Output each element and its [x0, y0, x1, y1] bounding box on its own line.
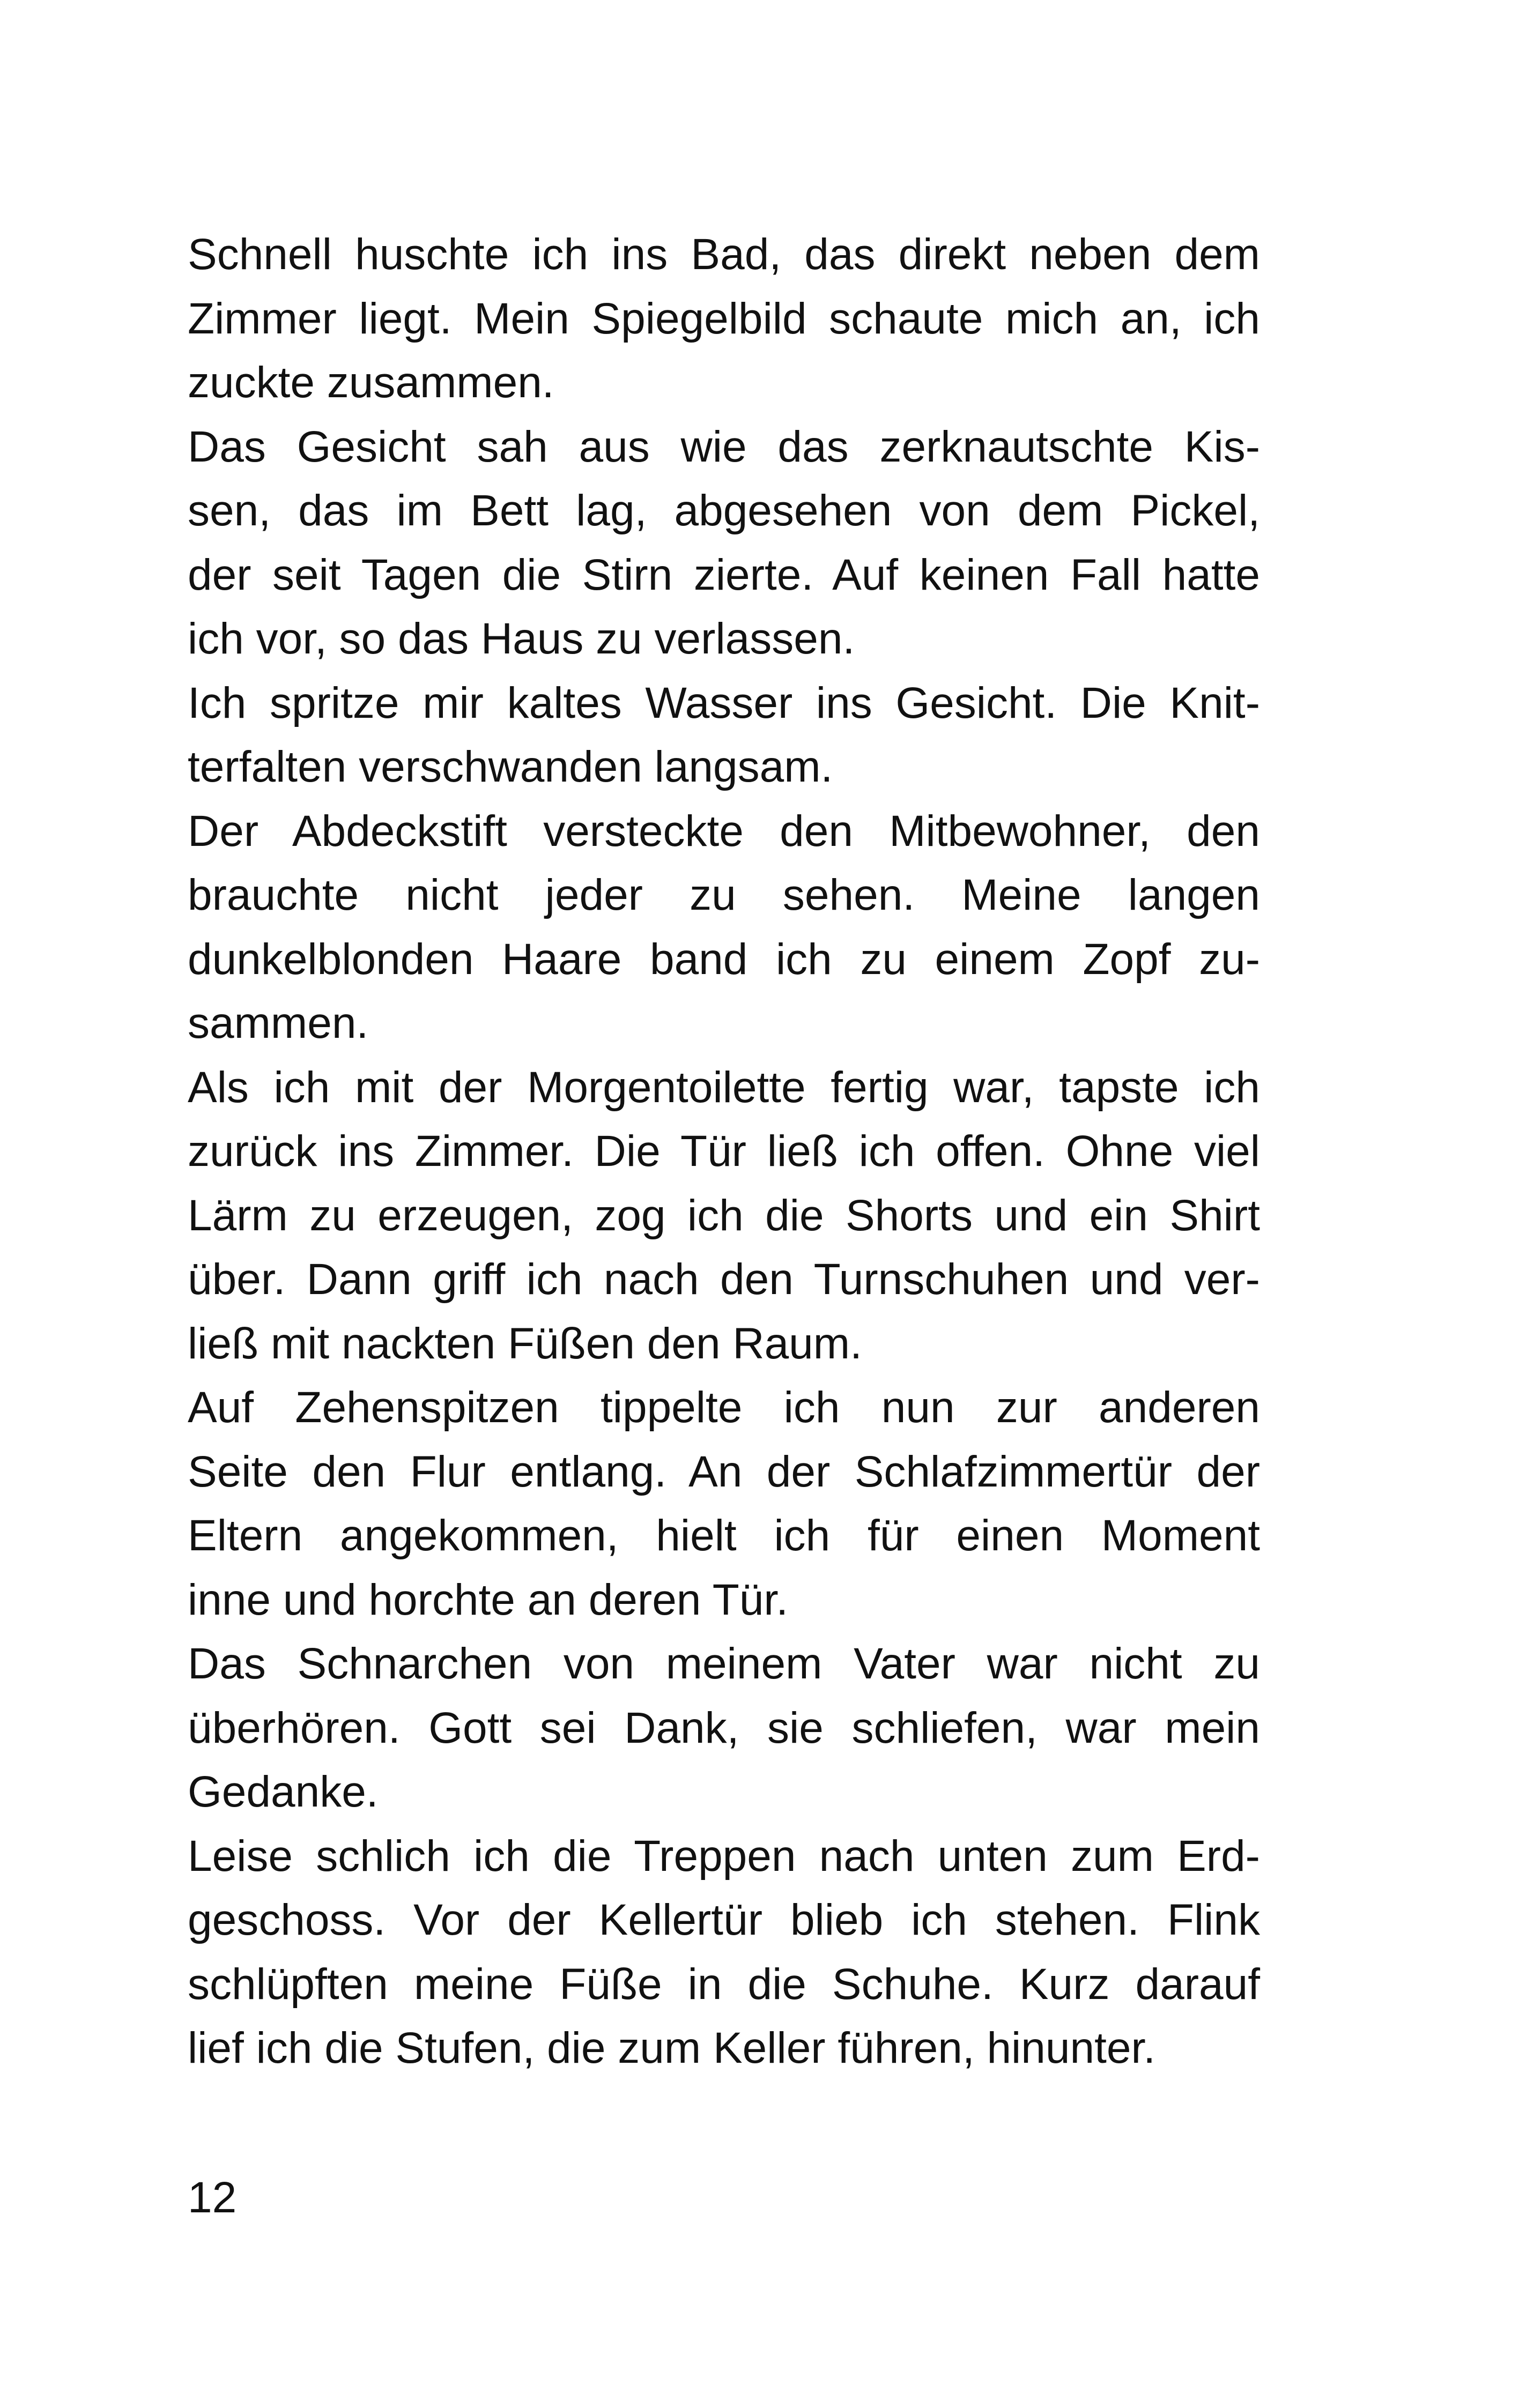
text-line: Eltern angekommen, hielt ich für einen Moment	[188, 1511, 1260, 1560]
text-line: Auf Zehenspitzen tippelte ich nun zur anderen	[188, 1383, 1260, 1432]
text-line: Ich spritze mir kaltes Wasser ins Gesicht. Die Knit-	[188, 678, 1260, 727]
text-line: Schnell huschte ich ins Bad, das direkt neben dem	[188, 230, 1260, 279]
text-line: brauchte nicht jeder zu sehen. Meine langen	[188, 871, 1260, 919]
text-line: lief ich die Stufen, die zum Keller führen, hinunter.	[188, 2024, 1156, 2072]
text-line: Das Schnarchen von meinem Vater war nicht zu	[188, 1639, 1260, 1688]
text-line: geschoss. Vor der Kellertür blieb ich stehen. Flink	[188, 1896, 1260, 1944]
text-line: ließ mit nackten Füßen den Raum.	[188, 1319, 862, 1368]
text-line: terfalten verschwanden langsam.	[188, 742, 833, 791]
text-line: Der Abdeckstift versteckte den Mitbewohner, den	[188, 806, 1260, 856]
text-line: dunkelblonden Haare band ich zu einem Zopf zu-	[188, 934, 1260, 984]
text-line: sammen.	[188, 999, 369, 1047]
text-line: überhören. Gott sei Dank, sie schliefen, war mein	[188, 1703, 1260, 1752]
text-line: über. Dann griff ich nach den Turnschuhen und ver-	[188, 1255, 1260, 1304]
body-text	[188, 222, 1260, 2080]
text-line: ich vor, so das Haus zu verlassen.	[188, 614, 855, 663]
text-line: Gedanke.	[188, 1767, 379, 1816]
text-line: schlüpften meine Füße in die Schuhe. Kurz darauf	[188, 1959, 1260, 2009]
text-line: zuckte zusammen.	[188, 358, 554, 407]
text-line: zurück ins Zimmer. Die Tür ließ ich offen. Ohne viel	[188, 1127, 1260, 1176]
text-line: Das Gesicht sah aus wie das zerknautschte Kis-	[188, 422, 1260, 471]
page-number: 12	[188, 2173, 237, 2222]
text-line: Leise schlich ich die Treppen nach unten zum Erd-	[188, 1831, 1260, 1881]
text-line: Seite den Flur entlang. An der Schlafzimmertür der	[188, 1447, 1260, 1496]
text-line: der seit Tagen die Stirn zierte. Auf keinen Fall hatte	[188, 550, 1260, 599]
text-line: Lärm zu erzeugen, zog ich die Shorts und ein Shirt	[188, 1191, 1260, 1240]
text-line: Als ich mit der Morgentoilette fertig war, tapste ich	[188, 1062, 1260, 1112]
text-line: inne und horchte an deren Tür.	[188, 1575, 788, 1624]
text-line: Zimmer liegt. Mein Spiegelbild schaute mich an, ich	[188, 294, 1260, 343]
text-line: sen, das im Bett lag, abgesehen von dem Pickel,	[188, 486, 1260, 535]
